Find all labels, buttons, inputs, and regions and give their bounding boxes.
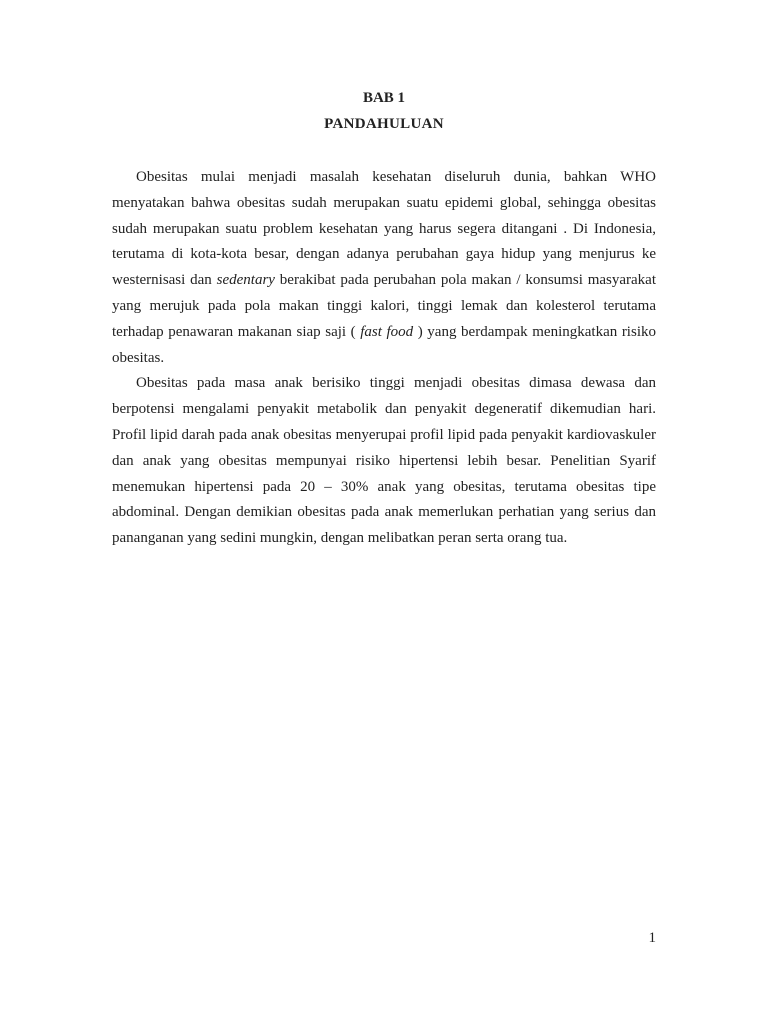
paragraph-1 [112, 165, 656, 371]
body-text [112, 165, 656, 552]
page-number: 1 [648, 930, 656, 946]
paragraph-1-italic-term-fast-food: fast food [360, 323, 414, 340]
paragraph-1-text-end: ) yang berdampak meningkatkan risiko obesitas. [112, 323, 656, 366]
paragraph-1-text-continued: berakibat pada perubahan pola makan / konsumsi masyarakat yang merujuk pada pola makan tinggi kalori, tinggi lemak dan kolesterol terutama terhadap penawaran makanan siap saji ( [112, 272, 656, 340]
paragraph-2 [112, 371, 656, 552]
paragraph-1-italic-term-sedentary: sedentary [216, 272, 275, 289]
chapter-number: BAB 1 [362, 90, 406, 106]
paragraph-1-text: Obesitas mulai menjadi masalah kesehatan diseluruh dunia, bahkan WHO menyatakan bahwa obesitas sudah merupakan suatu epidemi global, sehingga obesitas sudah merupakan suatu problem kesehatan yang harus segera ditangani . Di Indonesia, terutama di kota-kota besar, dengan adanya perubahan gaya hidup yang menjurus ke westernisasi dan [112, 169, 656, 289]
paragraph-2-text: Obesitas pada masa anak berisiko tinggi menjadi obesitas dimasa dewasa dan berpotensi mengalami penyakit metabolik dan penyakit degeneratif dikemudian hari. Profil lipid darah pada anak obesitas menyerupai profil lipid pada penyakit kardiovaskuler dan anak yang obesitas mempunyai risiko hipertensi lebih besar. Penelitian Syarif menemukan hipertensi pada 20 – 30% anak yang obesitas, terutama obesitas tipe abdominal. Dengan demikian obesitas pada anak memerlukan perhatian yang serius dan pananganan yang sedini mungkin, dengan melibatkan peran serta orang tua. [112, 375, 656, 547]
chapter-title: PANDAHULUAN [324, 116, 444, 132]
